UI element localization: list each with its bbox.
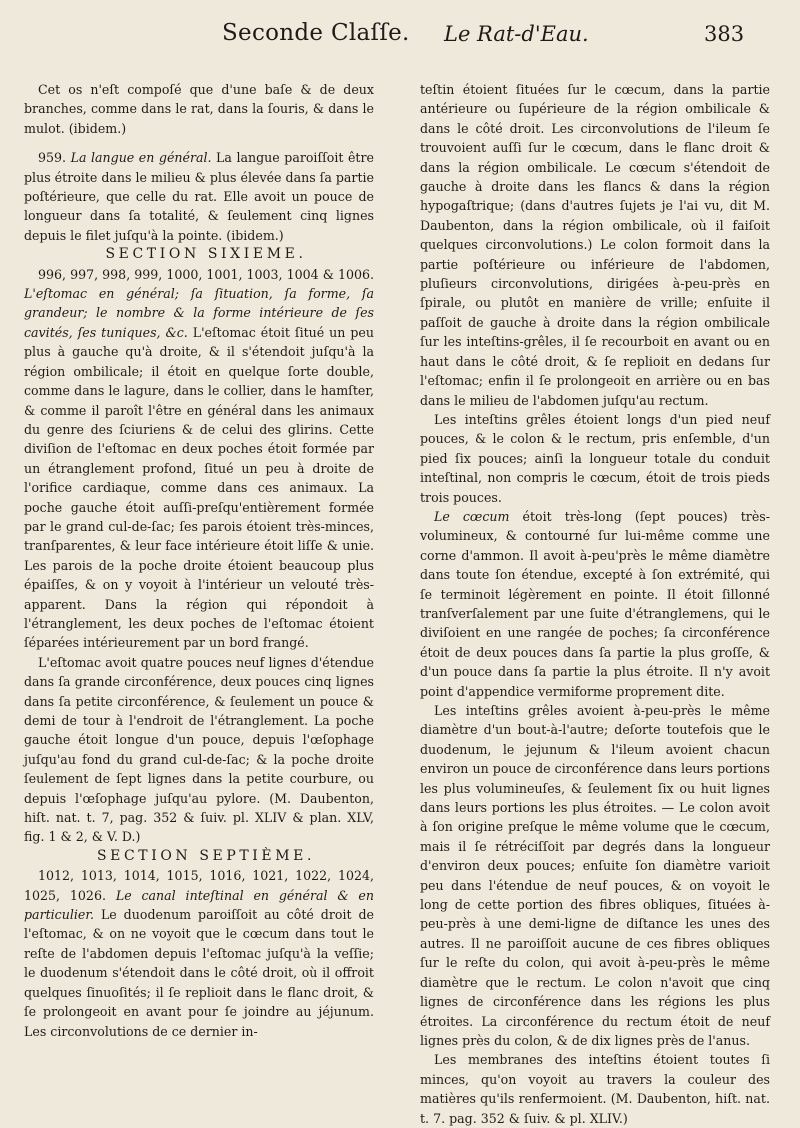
paragraph-stomach-measures: L'eſtomac avoit quatre pouces neuf lignes d'étendue dans ſa grande circonférence, deux pouces cinq lignes dans ſa petite circonférence, & ſeulement un pouce & demi de tour à l'endroit de l'étranglement. La poche gauche étoit longue d'un pouce, depuis l'œſophage juſqu'au fond du grand cul-de-ſac; & la poche droite ſeulement de ſept lignes dans la petite courbure, ou depuis l'œſophage juſqu'au pylore. (M. Daubenton, hiſt. nat. t. 7, pag. 352 & ſuiv. pl. XLIV & plan. XLV, fig. 1 & 2, & V. D.) <box>24 654 374 845</box>
header-class-title: Seconde Claſſe. <box>222 20 410 46</box>
paragraph-diameters: Les inteſtins grêles avoient à-peu-près le même diamètre d'un bout-à-l'autre; deſorte toutefois que le duodenum, le jejunum & l'ileum avoient chacun environ un pouce de circonférence dans leurs portions les plus volumineuſes, & ſeulement ſix ou huit lignes dans leurs portions les plus étroites. — Le colon avoit à ſon origine preſque le même volume que le cœcum, mais il ſe rétréciſſoit par degrés dans la longueur d'environ deux pouces; enſuite ſon diamètre varioit peu dans l'étendue de neuf pouces, & on voyoit le long de cette portion des fibres obliques, ſituées à-peu-près à une demi-ligne de diſtance les unes des autres. Il ne paroiſſoit aucune de ces fibres obliques ſur le reſte du colon, qui avoit à-peu-près le même diamètre que le rectum. Le colon n'avoit que cinq lignes de circonférence dans les régions les plus étroites. La circonférence du rectum étoit de neuf lignes près du colon, & de dix lignes près de l'anus. <box>420 703 770 1048</box>
section-sixth-title: SECTION SIXIEME. <box>105 246 307 263</box>
article-text: La langue paroiſſoit être plus étroite dans le milieu & plus élevée dans ſa partie poſtérieure, que celle du rat. Elle avoit un pouce de longueur dans ſa totalité, & ſeulement cinq lignes depuis le filet juſqu'à la pointe. (ibidem.) <box>24 150 374 243</box>
paragraph-circonvolutions: teſtin étoient ſituées ſur le cœcum, dans la partie antérieure ou ſupérieure de la région ombilicale & dans le côté droit. Les circonvolutions de l'ileum ſe trouvoient auſſi ſur le cœcum, dans le flanc droit & dans la région ombilicale. Le cœcum s'étendoit de gauche à droite dans les flancs & dans la région hypogaſtrique; (dans d'autres ſujets je l'ai vu, dit M. Daubenton, dans la région ombilicale, où il faiſoit quelques circonvolutions.) Le colon formoit dans la partie poſtérieure ou inférieure de l'abdomen, pluſieurs circonvolutions, dirigées à-peu-près en ſpirale, ou plutôt en manière de vrille; enſuite il paſſoit de gauche à droite dans la région ombilicale ſur les inteſtins-grêles, il ſe recourboit en avant ou en haut dans le côté droit, & ſe replioit en dedans ſur l'eſtomac; enfin il ſe prolongeoit en arrière ou en bas dans le milieu de l'abdomen juſqu'au rectum. <box>420 82 770 408</box>
paragraph-membranes: Les membranes des inteſtins étoient toutes ſi minces, qu'on voyoit au travers la couleur des matières qu'ils renfermoient. (M. Daubenton, hiſt. nat. t. 7. pag. 352 & ſuiv. & pl. XLIV.) <box>420 1052 770 1126</box>
article-heading: Le canal inteſtinal en général & en particulier. <box>24 887 374 923</box>
paragraph-stomach <box>24 265 374 653</box>
article-text: Le duodenum paroiſſoit au côté droit de l'eſtomac, & on ne voyoit que le cœcum dans tout le reſte de l'abdomen depuis l'eſtomac juſqu'à la veſſie; le duodenum s'étendoit dans le côté droit, où il offroit quelques ſinuoſités; il ſe replioit dans le flanc droit, & ſe prolongeoit en avant pour ſe joindre au jéjunum. Les circonvolutions de ce dernier in- <box>24 907 374 1039</box>
article-numbers: 996, 997, 998, 999, 1000, 1001, 1003, 1004 & 1006. <box>38 266 374 282</box>
article-text: étoit très-long (ſept pouces) très-volumineux, & contourné ſur lui-même comme une corne d'ammon. Il avoit à-peu'près le même diamètre dans toute ſon étendue, excepté à ſon extrémité, qui ſe terminoit légèrement en pointe. Il étoit ſillonné tranſverſalement par une ſuite d'étranglemens, qui le diviſoient en une rangée de poches; ſa circonférence étoit de deux pouces dans ſa partie la plus groſſe, & d'un pouce dans ſa partie la plus étroite. Il n'y avoit point d'appendice vermiforme proprement dite. <box>420 508 770 699</box>
left-column <box>24 80 374 1041</box>
article-heading: La langue en général. <box>70 150 212 166</box>
paragraph-tongue <box>24 148 374 245</box>
article-number: 959. <box>38 150 67 166</box>
section-seventh-title: SECTION SEPTIÈME. <box>96 847 316 864</box>
paragraph-lengths: Les inteſtins grêles étoient longs d'un pied neuf pouces, & le colon & le rectum, pris enſemble, d'un pied ſix pouces; ainſi la longueur totale du conduit inteſtinal, non compris le cœcum, étoit de trois pieds trois pouces. <box>420 411 770 505</box>
running-header <box>0 18 800 52</box>
article-numbers: 1012, 1013, 1014, 1015, 1016, 1021, 1022, 1024, 1025, 1026. <box>24 868 374 903</box>
right-column <box>420 80 770 1128</box>
header-animal-title: Le Rat-d'Eau. <box>444 22 589 46</box>
paragraph-hyoid: Cet os n'eſt compoſé que d'une baſe & de deux branches, comme dans le rat, dans la ſouris, & dans le mulot. (ibidem.) <box>24 82 374 136</box>
article-heading: L'eſtomac en général; ſa ſituation, ſa forme, ſa grandeur; le nombre & la forme intérieure de ſes cavités, ſes tuniques, &c. <box>24 286 374 340</box>
article-heading: Le cœcum <box>434 508 510 524</box>
paragraph-intestine <box>24 866 374 1041</box>
article-text: L'eſtomac étoit ſitué un peu plus à gauche qu'à droite, & il s'étendoit juſqu'à la région ombilicale; il étoit en quelque ſorte double, comme dans le lagure, dans le collier, dans le hamſter, & comme il paroît l'être en général dans les animaux du genre des ſciuriens & de celui des glirins. Cette diviſion de l'eſtomac en deux poches étoit formée par un étranglement profond, ſitué un peu à droite de l'orifice cardiaque, comme dans ces animaux. La poche gauche étoit auſſi-preſqu'entièrement formée par le grand cul-de-ſac; ſes parois étoient très-minces, tranſparentes, & leur face intérieure étoit liſſe & unie. Les parois de la poche droite étoient beaucoup plus épaiſſes, & on y voyoit à l'intérieur un velouté très-apparent. Dans la région qui répondoit à l'étranglement, les deux poches de l'eſtomac étoient ſéparées intérieurement par un bord frangé. <box>24 324 374 651</box>
page-number: 383 <box>704 22 745 46</box>
paragraph-coecum <box>420 507 770 701</box>
